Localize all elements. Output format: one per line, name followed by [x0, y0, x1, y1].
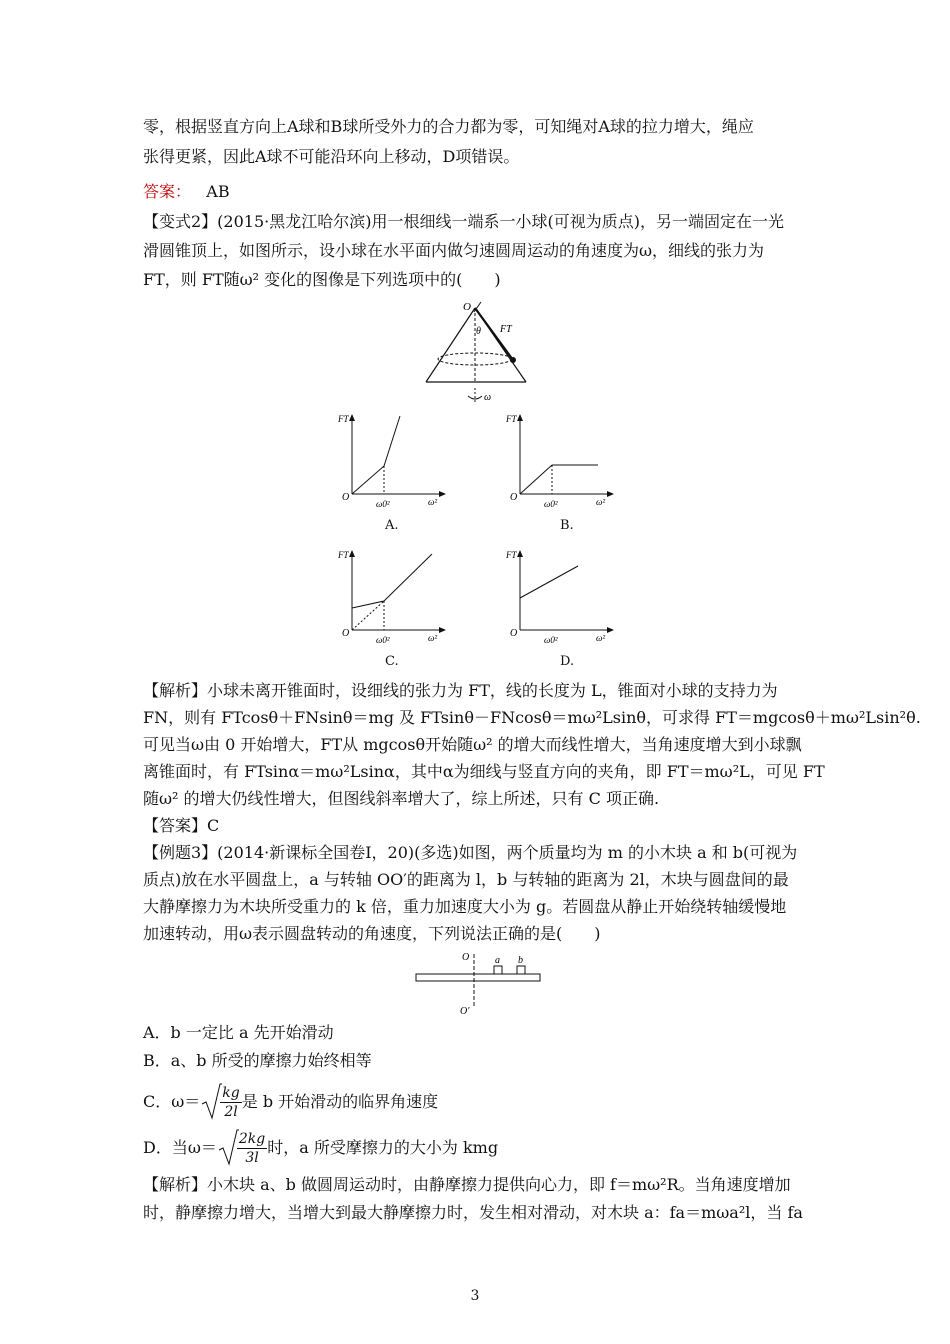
text-line: FT，则 FT随ω² 变化的图像是下列选项中的( )	[143, 270, 501, 289]
graph-origin-label: O	[342, 628, 350, 639]
option-d	[143, 1126, 498, 1170]
text-line: 【解析】小木块 a、b 做圆周运动时，由静摩擦力提供向心力，即 f＝mω²R。当角速度增加	[143, 1175, 791, 1194]
text-line: 【例题3】(2014·新课标全国卷Ⅰ，20)(多选)如图，两个质量均为 m 的小木块 a 和 b(可视为	[143, 843, 798, 862]
graph-c	[334, 546, 454, 646]
text-line: 质点)放在水平圆盘上，a 与转轴 OO′的距离为 l，b 与转轴的距离为 2l，木块与圆盘间的最	[143, 870, 789, 889]
option-c-numerator: kg	[222, 1084, 240, 1101]
option-c	[143, 1080, 438, 1124]
graph-tick-label: ω0²	[544, 499, 558, 509]
graph-ft-label: FT	[506, 414, 517, 424]
option-d-numerator: 2kg	[238, 1130, 266, 1147]
option-a: A．b 一定比 a 先开始滑动	[143, 1023, 334, 1042]
graph-x-label: ω²	[428, 633, 438, 643]
graph-origin-label: O	[342, 492, 350, 503]
disk-o-label: O	[462, 952, 470, 963]
disk-a-label: a	[495, 955, 500, 966]
cone-omega-label: ω	[484, 392, 492, 403]
option-b: B．a、b 所受的摩擦力始终相等	[143, 1051, 372, 1070]
graph-a-label: A.	[385, 518, 399, 533]
graph-b-label: B.	[560, 518, 574, 533]
option-d-suffix: 时，a 所受摩擦力的大小为 kmg	[267, 1138, 499, 1157]
graph-x-label: ω²	[596, 497, 606, 507]
option-c-denominator: 2l	[224, 1103, 238, 1120]
graph-origin-label: O	[510, 628, 518, 639]
text-line: 【变式2】(2015·黑龙江哈尔滨)用一根细线一端系一小球(可视为质点)，另一端固定在一光	[143, 212, 784, 231]
graph-c-label: C.	[385, 654, 399, 669]
graph-b	[502, 410, 622, 510]
sqrt-icon	[200, 1082, 222, 1122]
graph-ft-label: FT	[338, 550, 349, 560]
answer-value: AB	[206, 182, 230, 201]
text-line: 大静摩擦力为木块所受重力的 k 倍，重力加速度大小为 g。若圆盘从静止开始绕转轴缓慢地	[143, 897, 787, 916]
text-line: 随ω² 的增大仍线性增大，但图线斜率增大了，综上所述，只有 C 项正确.	[143, 789, 660, 808]
sqrt-icon	[217, 1128, 239, 1168]
cone-theta-label: θ	[476, 326, 481, 337]
graph-ft-label: FT	[506, 550, 517, 560]
option-d-prefix: D．当ω＝	[143, 1138, 217, 1157]
disk-o2-label: O′	[460, 1006, 470, 1017]
text-line: 加速转动，用ω表示圆盘转动的角速度，下列说法正确的是( )	[143, 924, 601, 943]
graph-ft-label: FT	[338, 414, 349, 424]
text-line: 离锥面时，有 FTsinα＝mω²Lsinα，其中α为细线与竖直方向的夹角，即 FT＝mω²L，可见 FT	[143, 762, 825, 781]
answer-label: 答案：	[143, 182, 192, 201]
text-line: FN，则有 FTcosθ＋FNsinθ＝mg 及 FTsinθ－FNcosθ＝mω²Lsinθ，可求得 FT＝mgcosθ＋mω²Lsin²θ.	[143, 708, 921, 727]
disk-b-label: b	[518, 955, 523, 966]
graph-d-label: D.	[560, 654, 575, 669]
graph-x-label: ω²	[596, 633, 606, 643]
text-line: 零，根据竖直方向上A球和B球所受外力的合力都为零，可知绳对A球的拉力增大，绳应	[143, 117, 754, 136]
text-line: 【解析】小球未离开锥面时，设细线的张力为 FT，线的长度为 L，锥面对小球的支持力为	[143, 681, 778, 700]
answer-line: 【答案】C	[143, 816, 220, 835]
cone-figure	[418, 296, 538, 406]
graph-origin-label: O	[510, 492, 518, 503]
cone-ft-label: FT	[500, 324, 512, 335]
text-line: 时，静摩擦力增大，当增大到最大静摩擦力时，发生相对滑动，对木块 a：fa＝mωa²l，当 fa	[143, 1203, 803, 1222]
graph-tick-label: ω0²	[544, 635, 558, 645]
page-number: 3	[470, 1288, 480, 1304]
graph-tick-label: ω0²	[376, 499, 390, 509]
option-c-prefix: C．ω＝	[143, 1092, 201, 1111]
answer-line	[143, 181, 230, 203]
disk-figure	[410, 948, 545, 1018]
graph-x-label: ω²	[428, 497, 438, 507]
graph-tick-label: ω0²	[376, 635, 390, 645]
option-c-suffix: 是 b 开始滑动的临界角速度	[241, 1092, 439, 1111]
graph-a	[334, 410, 454, 510]
cone-o-label: O	[463, 301, 471, 313]
text-line: 张得更紧，因此A球不可能沿环向上移动，D项错误。	[143, 147, 520, 166]
graph-d	[502, 546, 622, 646]
option-d-denominator: 3l	[245, 1149, 259, 1166]
text-line: 滑圆锥顶上，如图所示，设小球在水平面内做匀速圆周运动的角速度为ω，细线的张力为	[143, 241, 765, 260]
text-line: 可见当ω由 0 开始增大，FT从 mgcosθ开始随ω² 的增大而线性增大，当角速度增大到小球飘	[143, 735, 802, 754]
